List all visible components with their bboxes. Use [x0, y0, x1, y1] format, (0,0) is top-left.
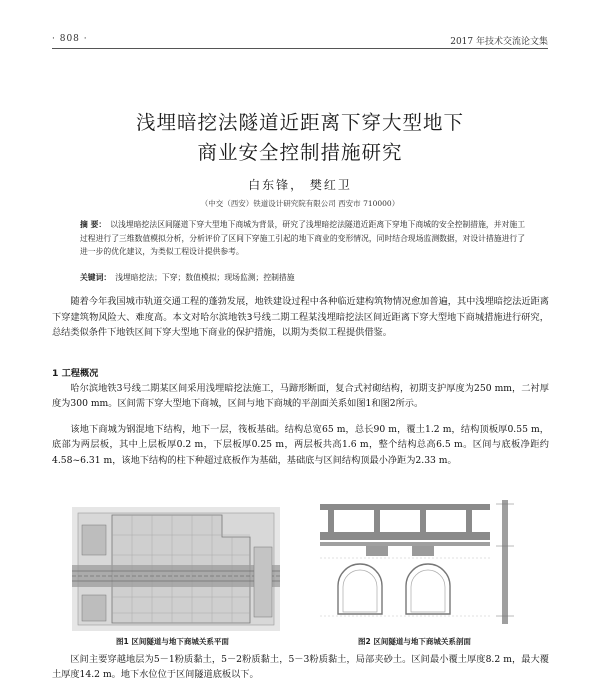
figure-2-section: [316, 496, 528, 632]
abstract: [80, 218, 525, 259]
keywords-label: 关键词：: [80, 273, 112, 282]
page-number: · 808 ·: [52, 34, 88, 44]
running-header: [52, 34, 548, 49]
abstract-label: 摘 要：: [80, 220, 107, 229]
authors: 白东锋， 樊红卫: [248, 178, 352, 192]
journal-name: 2017 年技术交流论文集: [450, 37, 548, 47]
body-paragraph-3: 区间主要穿越地层为5－1粉质黏土，5－2粉质黏土，5－3粉质黏土，局部夹砂土。区间最小覆土厚度8.2 m，最大覆土厚度14.2 m。地下水位位于区间隧道底板以下。: [52, 654, 549, 680]
body-paragraph-2: 该地下商城为钢混地下结构，地下一层，筏板基础。结构总宽65 m，总长90 m，覆土1.2 m，结构顶板厚0.55 m，底部为两层板，其中上层板厚0.2 m，下层板厚0.25 m，两层板共高1.6 m，整个结构总高6.5 m。区间与底板净距约4.58~6.31 m，该地下结构的柱下种超过底板作为基础，基础底与区间结构顶最小净距为2.33 m。: [52, 424, 549, 466]
figure-1-caption: 图1 区间隧道与地下商城关系平面: [116, 637, 229, 646]
figure-1-plan: [72, 507, 280, 631]
keywords-text: 浅埋暗挖法；下穿；数值模拟；现场监测；控制措施: [115, 273, 295, 282]
figure-2-caption: 图2 区间隧道与地下商城关系剖面: [358, 637, 471, 646]
affiliation: （中交（西安）铁道设计研究院有限公司 西安市 710000）: [200, 199, 400, 208]
section-heading: 1 工程概况: [52, 368, 99, 379]
intro-paragraph: 随着今年我国城市轨道交通工程的蓬勃发展，地铁建设过程中各种临近建构筑物情况愈加普遍，其中浅埋暗挖法近距离下穿建筑物风险大、难度高。本文对哈尔滨地铁3号线二期工程某浅埋暗挖法区间近距离下穿大型地下商城措施进行研究，总结类似条件下地铁区间下穿大型地下商业的保护措施，以期为类似工程提供借鉴。: [52, 296, 549, 338]
keywords: [80, 271, 525, 284]
abstract-text: 以浅埋暗挖法区间隧道下穿大型地下商城为背景，研究了浅埋暗挖法隧道近距离下穿地下商城的安全控制措施，并对施工过程进行了三维数值模拟分析，分析评价了区间下穿施工引起的地下商业的变形情况，同时结合现场监测数据，对设计措施进行了进一步的优化建议，为类似工程设计提供参考。: [80, 220, 526, 256]
title-line-2: 商业安全控制措施研究: [197, 141, 403, 164]
title-line-1: 浅埋暗挖法隧道近距离下穿大型地下: [135, 111, 464, 134]
body-paragraph-1: 哈尔滨地铁3号线二期某区间采用浅埋暗挖法施工，马蹄形断面，复合式衬砌结构，初期支护厚度为250 mm，二衬厚度为300 mm。区间需下穿大型地下商城，区间与地下商城的平剖面关系如图1和图2所示。: [52, 383, 549, 410]
article-title: [0, 108, 600, 168]
